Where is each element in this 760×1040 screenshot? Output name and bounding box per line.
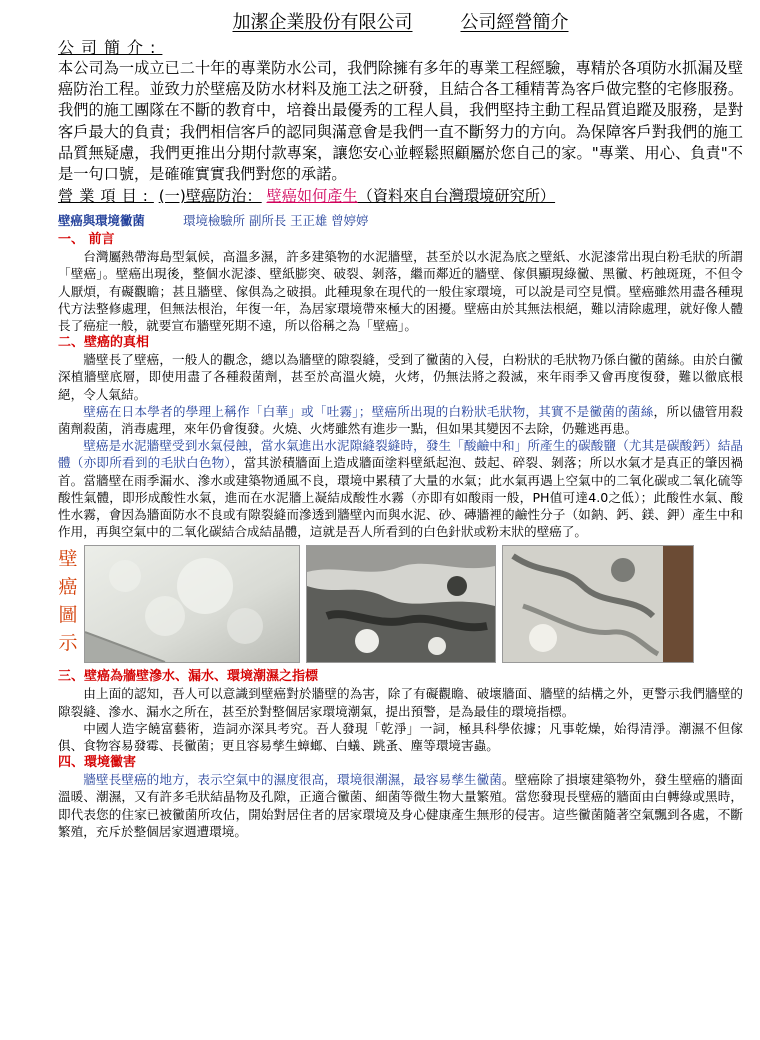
article-sections-continued [58, 668, 743, 840]
figure-label [52, 545, 84, 657]
section-heading: 三、壁癌為牆壁滲水、漏水、環境潮濕之指標 [58, 669, 319, 685]
paragraph-text: 中國人造字饒富藝術，造詞亦深具考究。吾人發現「乾淨」一詞，極具科學依據；凡事乾燥，始得清淨。潮濕不但傢俱、食物容易發霉、長黴菌；更且容易孳生蟑螂、白蟻、跳蚤、塵等環境害蟲。 [58, 720, 743, 754]
article-header [58, 211, 743, 229]
figure-label-char: 癌 [58, 576, 78, 599]
paragraph-text: ，當其淤積牆面上造成牆面塗料壁紙起泡、鼓起、碎裂、剝落；所以水氣才是真正的肇因禍首。當牆壁在雨季漏水、滲水或建築物通風不良，環境中累積了大量的水氣；此水氣再遇上空氣中的二氧化碳或二氧化硫等酸性氣體，即形成酸性水氣，進而在水泥牆上凝結成酸性水霧（亦即有如酸雨一般，PH值可達4.0之低）；此酸性水氣、酸性水霧，會因為牆面防水不良或有隙裂縫而滲透到牆壁內而與水泥、砂、磚牆裡的鹼性分子（如鈉、鈣、鎂、鉀）產生中和作用，再與空氣中的二氧化碳結合成結晶體，這就是吾人所看到的白色針狀或粉末狀的壁癌了。 [58, 455, 744, 540]
figure-label-char: 壁 [58, 548, 78, 571]
intro-heading: 公司簡介: [58, 38, 163, 57]
article-byline: 環境檢驗所 副所長 王正雄 曾婷婷 [183, 213, 369, 229]
paragraph-text: 由上面的認知，吾人可以意識到壁癌對於牆壁的為害，除了有礙觀瞻、破壞牆面、牆壁的結構之外，更警示我們牆壁的隙裂縫、滲水、漏水之所在，甚至於對整個居家環境潮氣，提出預警，是為最佳的環境指標。 [58, 686, 743, 719]
business-label: 營業項目: [58, 187, 154, 206]
section-heading: 二、壁癌的真相 [58, 335, 150, 351]
business-source: （資料來自台灣環境研究所） [357, 187, 556, 206]
doc-title: 公司經營簡介 [460, 12, 569, 33]
paragraph-text: ，所以儘管用殺菌劑殺菌，消毒處理，來年仍會復發。火燒、火烤雖然有進步一點，但如果其變因不去除，仍難逃再患。 [58, 403, 744, 437]
section-paragraph [58, 685, 743, 719]
figure-label-char: 圖 [58, 604, 78, 627]
paragraph-text: 牆壁長了壁癌，一般人的觀念，總以為牆壁的隙裂縫，受到了黴菌的入侵，白粉狀的毛狀物乃係白黴的菌絲。由於白黴深植牆壁底層，即使用盡了各種殺菌劑，甚至於高溫火燒，火烤，仍無法將之殺滅，來年雨季又會再度復發，難以徹底根絕，令人氣結。 [58, 352, 743, 402]
business-line [58, 185, 743, 207]
section-heading: 四、環境黴害 [58, 755, 137, 771]
section-paragraph [58, 720, 743, 754]
paragraph-text: 。壁癌除了損壞建築物外，發生壁癌的牆面溫暖、潮濕，又有許多毛狀結晶物及孔隙，正適合黴菌、細菌等微生物大量繁殖。當您發現長壁癌的牆面由白轉綠或黑時，即代表您的住家已被黴菌所攻佔，開始對居住者的居家環境及身心健康產生無形的侵害。這些黴菌隨著空氣飄到各處，不斷繁殖，充斥於整個居家週遭環境。 [58, 772, 744, 839]
business-item: (一)壁癌防治： [158, 187, 262, 206]
section-heading: 一、 前言 [58, 232, 115, 248]
highlighted-text: 牆壁長壁癌的地方，表示空氣中的濕度很高，環境很潮濕，最容易孳生黴菌 [83, 772, 502, 788]
section-paragraph [58, 437, 743, 540]
section-paragraph [58, 403, 743, 437]
figure-label-char: 示 [58, 632, 78, 655]
highlighted-text: 壁癌在日本學者的學理上稱作「白華」或「吐霧」；壁癌所出現的白粉狀毛狀物，其實不是黴菌的菌絲 [83, 403, 654, 419]
peeling-wall-photo [502, 545, 694, 663]
article-sections [58, 231, 743, 540]
business-topic: 壁癌如何產生 [266, 187, 358, 206]
section-paragraph [58, 351, 743, 403]
paragraph-text: 台灣屬熱帶海島型氣候，高溫多濕，許多建築物的水泥牆壁，甚至於以水泥為底之壁紙、水泥漆常出現白粉毛狀的所謂「壁癌」。壁癌出現後，整個水泥漆、壁紙膨突、破裂、剝落，繼而鄰近的牆壁、傢俱顯現綠黴、黑黴、朽蝕斑斑，不但令人厭煩，有礙觀瞻；甚且牆壁、傢俱為之破損。此種現象在現代的一般住家環境，可以說是司空見慣。壁癌雖然用盡各種現代方法整修處理，但無法根治，年復一年，為居家環境帶來極大的困擾。壁癌由於其無法根絕，難以清除處理，就好像人體長了癌症一般，就要宣布牆壁死期不遠，所以俗稱之為「壁癌」。 [58, 249, 743, 334]
wall-cancer-figure [52, 545, 743, 665]
highlighted-text: 壁癌是水泥牆壁受到水氣侵蝕，當水氣進出水泥隙縫裂縫時，發生「酸鹼中和」所產生的碳酸鹽（尤其是碳酸鈣）結晶體（亦即所看到的毛狀白色物） [58, 438, 743, 471]
damaged-wall-photo [306, 545, 496, 663]
wall-corner-photo [84, 545, 300, 663]
company-name: 加潔企業股份有限公司 [232, 12, 413, 33]
section-paragraph [58, 771, 743, 840]
section-paragraph [58, 248, 743, 334]
intro-text: 本公司為一成立已二十年的專業防水公司，我們除擁有多年的專業工程經驗，專精於各項防水抓漏及壁癌防治工程。並致力於壁癌及防水材料及施工法之研發，且結合各工種精菁為客戶做完整的宅修服務。我們的施工團隊在不斷的教育中，培養出最優秀的工程人員，我們堅持主動工程品質追蹤及服務，是對客戶最大的負責；我們相信客戶的認同與滿意會是我們一直不斷努力的方向。為保障客戶對我們的施工品質無疑慮，我們更推出分期付款專案，讓您安心並輕鬆照顧屬於您自己的家。"專業、用心、負責"不是一句口號，是確確實實我們對您的承諾。 [58, 59, 743, 184]
document-page [58, 8, 743, 840]
article-title: 壁癌與環境黴菌 [58, 213, 145, 229]
document-title [58, 8, 743, 34]
